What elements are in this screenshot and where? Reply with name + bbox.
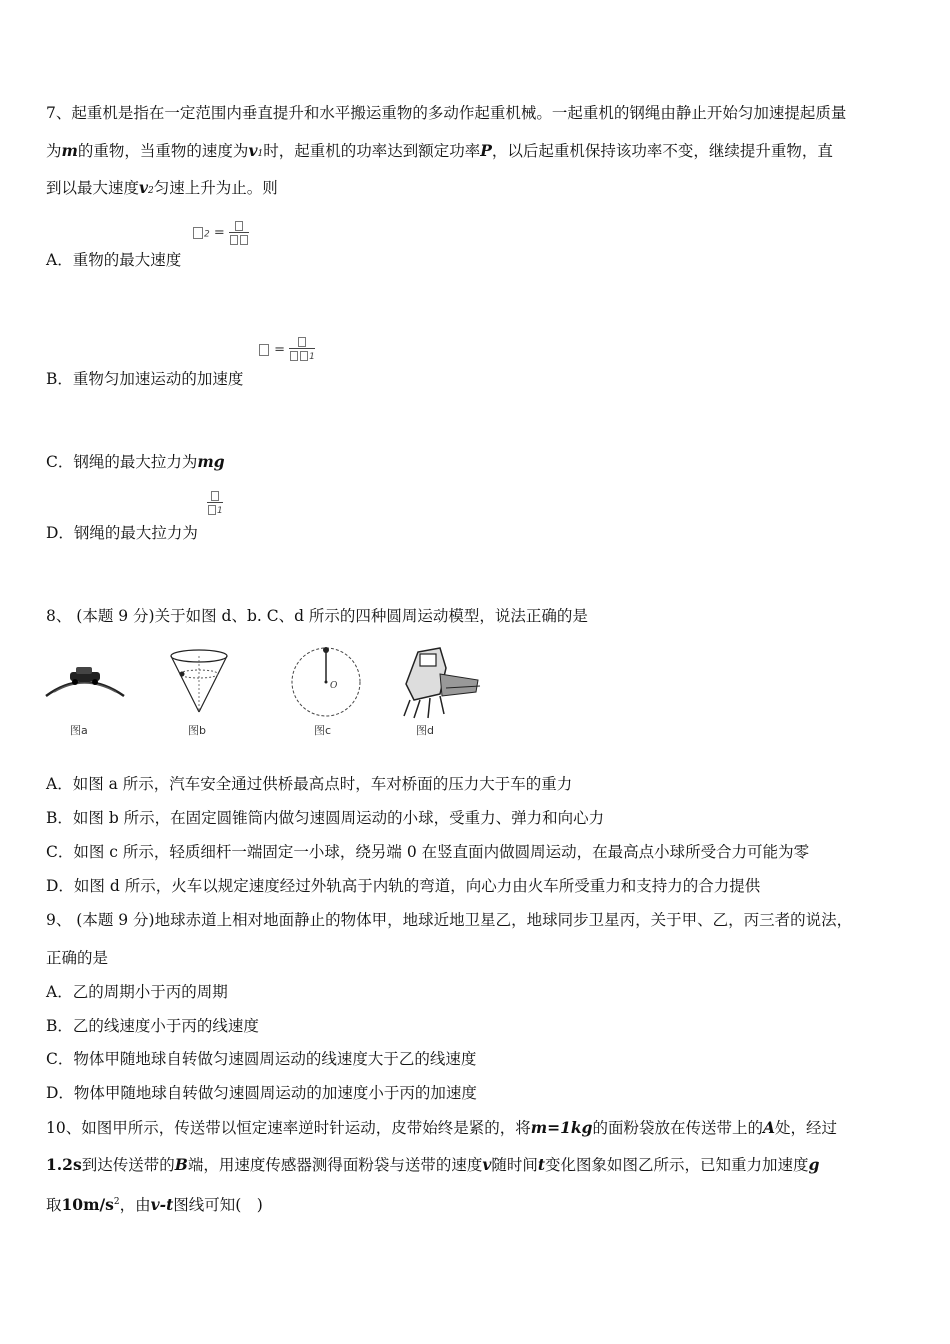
- q7-formula-b: = 1: [258, 336, 315, 364]
- figure-c-label-o: O: [330, 681, 338, 691]
- figure-d-train: [400, 644, 482, 720]
- q7-formula-a: 2 =: [192, 220, 249, 246]
- q8-option-b: B．如图 b 所示，在固定圆锥筒内做匀速圆周运动的小球，受重力、弹力和向心力: [46, 809, 605, 827]
- q7-stem-line3: 到以最大速度v2匀速上升为止。则: [46, 178, 278, 197]
- q9-stem-line1: 9、 (本题 9 分)地球赤道上相对地面静止的物体甲，地球近地卫星乙，地球同步卫星丙，关于甲、乙，丙三者的说法，: [46, 911, 853, 929]
- q8-option-a: A．如图 a 所示，汽车安全通过供桥最高点时，车对桥面的压力大于车的重力: [46, 775, 573, 793]
- q7-formula-d: 1: [207, 490, 223, 518]
- figure-b-cone: [168, 648, 230, 714]
- q7-option-c: C．钢绳的最大拉力为mg: [46, 452, 225, 471]
- figure-b-caption: 图b: [188, 724, 206, 737]
- q9-option-c: C．物体甲随地球自转做匀速圆周运动的线速度大于乙的线速度: [46, 1050, 477, 1068]
- q7-stem-line2: 为m的重物，当重物的速度为v1时，起重机的功率达到额定功率P，以后起重机保持该功率不变，继续提升重物，直: [46, 141, 833, 160]
- q8-stem: 8、 (本题 9 分)关于如图 d、b. C、d 所示的四种圆周运动模型，说法正确的是: [46, 607, 588, 625]
- q7-stem-line1: 7、起重机是指在一定范围内垂直提升和水平搬运重物的多动作起重机械。一起重机的钢绳由静止开始匀加速提起质量: [46, 104, 847, 122]
- q8-option-c: C．如图 c 所示，轻质细杆一端固定一小球，绕另端 0 在竖直面内做圆周运动，在最高点小球所受合力可能为零: [46, 843, 810, 861]
- q9-option-d: D．物体甲随地球自转做匀速圆周运动的加速度小于丙的加速度: [46, 1084, 477, 1102]
- q8-option-d: D．如图 d 所示，火车以规定速度经过外轨高于内轨的弯道，向心力由火车所受重力和支持力的合力提供: [46, 877, 761, 895]
- figure-c-caption: 图c: [314, 724, 332, 737]
- q7-option-b: B．重物匀加速运动的加速度: [46, 370, 244, 388]
- figure-c-rod-circle: [288, 644, 364, 720]
- q7-option-d: D．钢绳的最大拉力为: [46, 524, 198, 542]
- q9-option-a: A．乙的周期小于丙的周期: [46, 983, 228, 1001]
- q10-stem-line2: 1.2s到达传送带的B端，用速度传感器测得面粉袋与送带的速度v随时间t变化图象如图乙所示，已知重力加速度g: [46, 1155, 820, 1174]
- figure-a-caption: 图a: [70, 724, 88, 737]
- q9-option-b: B．乙的线速度小于丙的线速度: [46, 1017, 259, 1035]
- q7-option-a: A．重物的最大速度: [46, 251, 182, 269]
- q10-stem-line1: 10、如图甲所示，传送带以恒定速率逆时针运动，皮带始终是紧的，将m=1kg的面粉袋放在传送带上的A处，经过: [46, 1118, 838, 1137]
- figure-d-caption: 图d: [416, 724, 434, 737]
- q9-stem-line2: 正确的是: [46, 949, 109, 967]
- q10-stem-line3: 取$10m/s^2$，由v-t图线可知( ): [46, 1195, 263, 1215]
- figure-a-car-bridge: [44, 660, 126, 702]
